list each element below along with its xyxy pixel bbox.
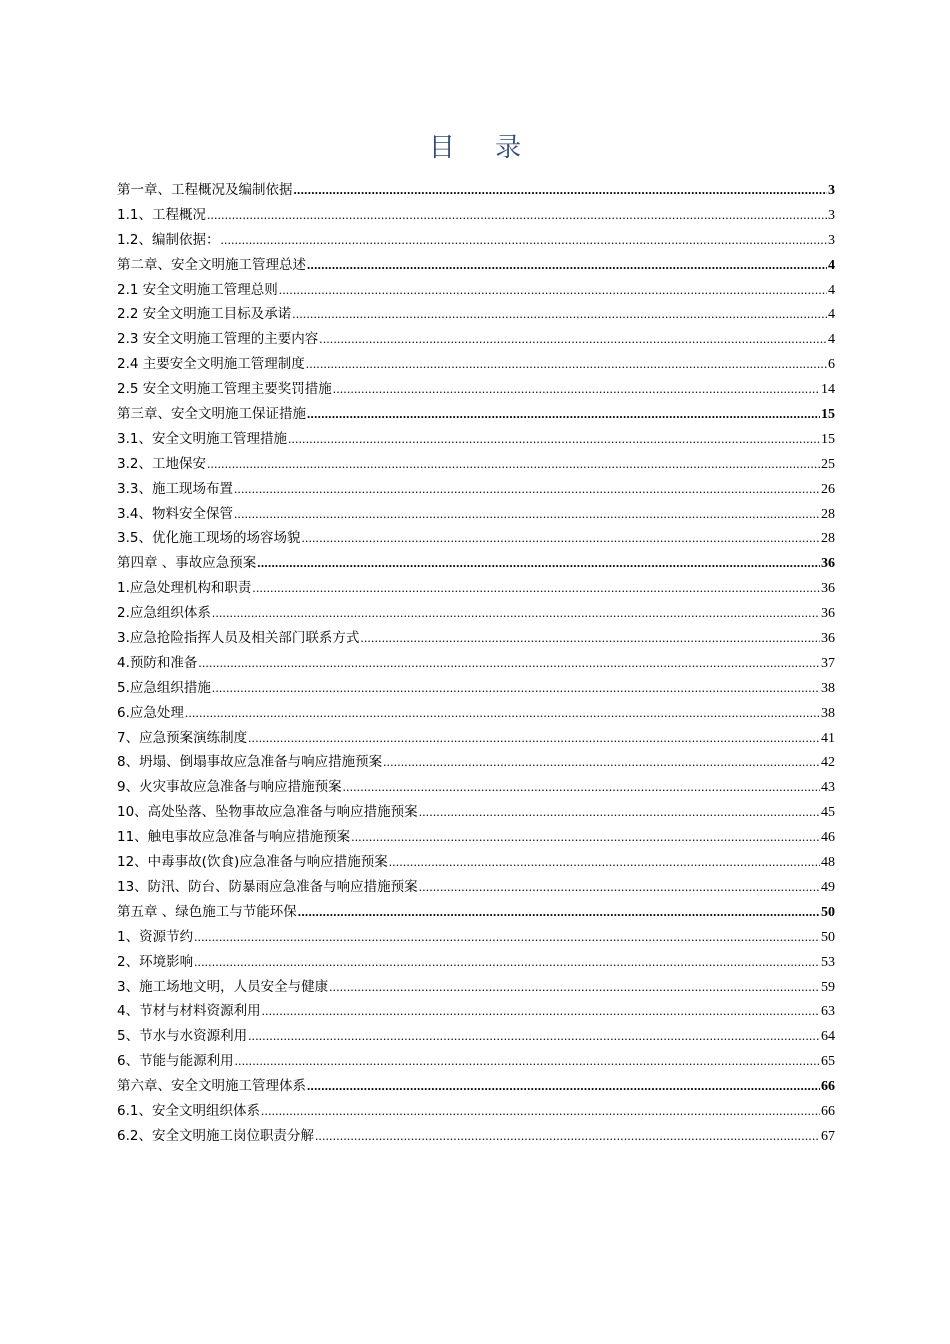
toc-page-number: 67	[821, 1128, 835, 1144]
toc-dot-leader	[248, 726, 820, 751]
toc-page-number: 4	[828, 257, 835, 273]
toc-page-number: 6	[828, 357, 835, 373]
toc-entry-label: 1、资源节约	[117, 928, 194, 945]
toc-title: 目 录	[428, 133, 538, 163]
toc-dot-leader	[333, 377, 820, 402]
toc-section-entry[interactable]	[117, 352, 835, 377]
toc-dot-leader	[383, 750, 820, 775]
toc-page-number: 43	[821, 780, 835, 796]
toc-dot-leader	[234, 502, 820, 527]
toc-page-number: 66	[821, 1079, 835, 1095]
toc-section-entry[interactable]	[117, 850, 835, 875]
toc-entry-label: 第二章、安全文明施工管理总述	[117, 256, 306, 273]
toc-section-entry[interactable]	[117, 875, 835, 900]
toc-page-number: 26	[821, 481, 835, 497]
toc-entry-label: 3.3、施工现场布置	[117, 480, 233, 497]
toc-section-entry[interactable]	[117, 775, 835, 800]
toc-entry-label: 第五章 、绿色施工与节能环保	[117, 903, 297, 920]
toc-page-number: 14	[821, 382, 835, 398]
toc-dot-leader	[389, 850, 820, 875]
toc-section-entry[interactable]	[117, 502, 835, 527]
toc-entry-label: 3.1、安全文明施工管理措施	[117, 430, 287, 447]
toc-dot-leader	[292, 302, 827, 327]
toc-page-number: 53	[821, 954, 835, 970]
toc-entry-label: 2.3 安全文明施工管理的主要内容	[117, 331, 319, 348]
toc-page-number: 64	[821, 1029, 835, 1045]
toc-page-number: 41	[821, 730, 835, 746]
toc-section-entry[interactable]	[117, 526, 835, 551]
toc-page-number: 48	[821, 855, 835, 871]
toc-page-number: 4	[828, 332, 835, 348]
toc-page-number: 63	[821, 1004, 835, 1020]
toc-entry-label: 第六章、安全文明施工管理体系	[117, 1078, 306, 1095]
toc-chapter-entry[interactable]	[117, 1074, 835, 1099]
toc-page-number: 50	[821, 904, 835, 920]
toc-section-entry[interactable]	[117, 1099, 835, 1124]
toc-entry-label: 6.1、安全文明组织体系	[117, 1102, 260, 1119]
toc-page-number: 38	[821, 705, 835, 721]
toc-page-number: 49	[821, 879, 835, 895]
toc-dot-leader	[257, 551, 820, 576]
toc-page-number: 36	[821, 606, 835, 622]
toc-dot-leader	[212, 676, 820, 701]
toc-page-number: 4	[828, 282, 835, 298]
toc-dot-leader	[351, 825, 820, 850]
toc-dot-leader	[315, 1124, 820, 1149]
toc-section-entry[interactable]	[117, 800, 835, 825]
toc-dot-leader	[419, 800, 820, 825]
toc-section-entry[interactable]	[117, 302, 835, 327]
toc-entry-label: 1.2、编制依据：	[117, 231, 220, 248]
toc-entry-label: 2.1 安全文明施工管理总则	[117, 281, 278, 298]
toc-entry-label: 3.5、优化施工现场的场容场貌	[117, 530, 301, 547]
toc-entry-label: 2.4 主要安全文明施工管理制度	[117, 356, 305, 373]
toc-section-entry[interactable]	[117, 278, 835, 303]
toc-dot-leader	[194, 925, 820, 950]
toc-dot-leader	[307, 402, 820, 427]
toc-entry-label: 7、应急预案演练制度	[117, 729, 248, 746]
toc-dot-leader	[306, 352, 827, 377]
toc-entry-label: 3.2、工地保安	[117, 455, 206, 472]
toc-page-number: 3	[828, 183, 835, 198]
toc-section-entry[interactable]	[117, 427, 835, 452]
toc-section-entry[interactable]	[117, 1024, 835, 1049]
toc-section-entry[interactable]	[117, 1124, 835, 1149]
toc-entry-label: 4.预防和准备	[117, 654, 198, 671]
toc-section-entry[interactable]	[117, 651, 835, 676]
toc-dot-leader	[343, 775, 820, 800]
toc-page-number: 38	[821, 680, 835, 696]
toc-dot-leader	[207, 452, 820, 477]
toc-page-number: 3	[828, 232, 835, 248]
toc-page-number: 37	[821, 655, 835, 671]
toc-chapter-entry[interactable]	[117, 551, 835, 576]
toc-entry-label: 4、节材与材料资源利用	[117, 1003, 261, 1020]
toc-dot-leader	[288, 427, 820, 452]
toc-page-number: 15	[821, 431, 835, 447]
toc-dot-leader	[207, 203, 827, 228]
toc-page-number: 45	[821, 805, 835, 821]
toc-entry-label: 12、中毒事故(饮食)应急准备与响应措施预案	[117, 854, 388, 871]
toc-entry-label: 6.2、安全文明施工岗位职责分解	[117, 1127, 314, 1144]
toc-chapter-entry[interactable]	[117, 402, 835, 427]
toc-dot-leader	[198, 651, 820, 676]
toc-entry-label: 8、坍塌、倒塌事故应急准备与响应措施预案	[117, 754, 383, 771]
toc-section-entry[interactable]	[117, 477, 835, 502]
toc-entry-label: 9、火灾事故应急准备与响应措施预案	[117, 779, 342, 796]
toc-dot-leader	[329, 975, 820, 1000]
toc-section-entry[interactable]	[117, 726, 835, 751]
toc-entry-label: 3.4、物料安全保管	[117, 505, 233, 522]
toc-page-number: 66	[821, 1103, 835, 1119]
toc-section-entry[interactable]	[117, 626, 835, 651]
toc-entry-label: 3.应急抢险指挥人员及相关部门联系方式	[117, 630, 360, 647]
toc-dot-leader	[319, 327, 827, 352]
toc-dot-leader	[261, 1099, 820, 1124]
toc-dot-leader	[262, 999, 820, 1024]
toc-dot-leader	[252, 576, 820, 601]
toc-page-number: 3	[828, 207, 835, 223]
toc-page-number: 15	[821, 407, 835, 423]
toc-section-entry[interactable]	[117, 1049, 835, 1074]
toc-dot-leader	[419, 875, 820, 900]
toc-entry-label: 6.应急处理	[117, 704, 184, 721]
toc-entry-label: 第三章、安全文明施工保证措施	[117, 406, 306, 423]
toc-entry-label: 2.2 安全文明施工目标及承诺	[117, 306, 292, 323]
toc-section-entry[interactable]	[117, 377, 835, 402]
toc-page-number: 42	[821, 755, 835, 771]
toc-section-entry[interactable]	[117, 327, 835, 352]
toc-entry-label: 2.应急组织体系	[117, 605, 211, 622]
toc-page-number: 59	[821, 979, 835, 995]
toc-dot-leader	[235, 1049, 820, 1074]
toc-entry-label: 5、节水与水资源利用	[117, 1028, 248, 1045]
toc-section-entry[interactable]	[117, 203, 835, 228]
toc-dot-leader	[248, 1024, 820, 1049]
toc-entry-label: 6、节能与能源利用	[117, 1053, 234, 1070]
toc-entry-label: 第一章、工程概况及编制依据	[117, 182, 293, 198]
toc-section-entry[interactable]	[117, 701, 835, 726]
toc-page-number: 4	[828, 307, 835, 323]
toc-section-entry[interactable]	[117, 750, 835, 775]
toc-section-entry[interactable]	[117, 825, 835, 850]
toc-section-entry[interactable]	[117, 228, 835, 253]
toc-entry-label: 2、环境影响	[117, 953, 194, 970]
toc-entry-label: 5.应急组织措施	[117, 679, 211, 696]
table-of-contents	[117, 178, 835, 1149]
toc-entry-label: 1.1、工程概况	[117, 206, 206, 223]
toc-page-number: 36	[821, 581, 835, 597]
toc-dot-leader	[360, 626, 820, 651]
toc-section-entry[interactable]	[117, 975, 835, 1000]
toc-dot-leader	[220, 228, 827, 253]
toc-entry-label: 第四章 、事故应急预案	[117, 555, 257, 572]
toc-section-entry[interactable]	[117, 950, 835, 975]
toc-entry-label: 1.应急处理机构和职责	[117, 580, 252, 597]
toc-dot-leader	[194, 950, 820, 975]
toc-page-number: 36	[821, 556, 835, 572]
toc-page-number: 25	[821, 456, 835, 472]
toc-chapter-entry[interactable]	[117, 900, 835, 925]
toc-dot-leader	[298, 900, 820, 925]
toc-dot-leader	[234, 477, 820, 502]
toc-chapter-entry[interactable]	[117, 253, 835, 278]
toc-entry-label: 3、施工场地文明，人员安全与健康	[117, 978, 329, 995]
toc-page-number: 36	[821, 631, 835, 647]
toc-chapter-entry[interactable]	[117, 178, 835, 203]
toc-dot-leader	[294, 178, 828, 203]
toc-dot-leader	[279, 278, 827, 303]
toc-section-entry[interactable]	[117, 999, 835, 1024]
toc-section-entry[interactable]	[117, 576, 835, 601]
toc-page-number: 65	[821, 1054, 835, 1070]
toc-dot-leader	[307, 253, 827, 278]
toc-page-number: 28	[821, 506, 835, 522]
toc-entry-label: 13、防汛、防台、防暴雨应急准备与响应措施预案	[117, 878, 418, 895]
toc-entry-label: 10、高处坠落、坠物事故应急准备与响应措施预案	[117, 804, 418, 821]
toc-dot-leader	[307, 1074, 820, 1099]
toc-section-entry[interactable]	[117, 676, 835, 701]
toc-page-number: 50	[821, 929, 835, 945]
toc-page-number: 46	[821, 830, 835, 846]
toc-entry-label: 11、触电事故应急准备与响应措施预案	[117, 829, 351, 846]
toc-dot-leader	[301, 526, 820, 551]
toc-dot-leader	[185, 701, 820, 726]
toc-page-number: 28	[821, 531, 835, 547]
toc-section-entry[interactable]	[117, 601, 835, 626]
toc-entry-label: 2.5 安全文明施工管理主要奖罚措施	[117, 381, 332, 398]
toc-section-entry[interactable]	[117, 925, 835, 950]
toc-section-entry[interactable]	[117, 452, 835, 477]
toc-dot-leader	[212, 601, 820, 626]
